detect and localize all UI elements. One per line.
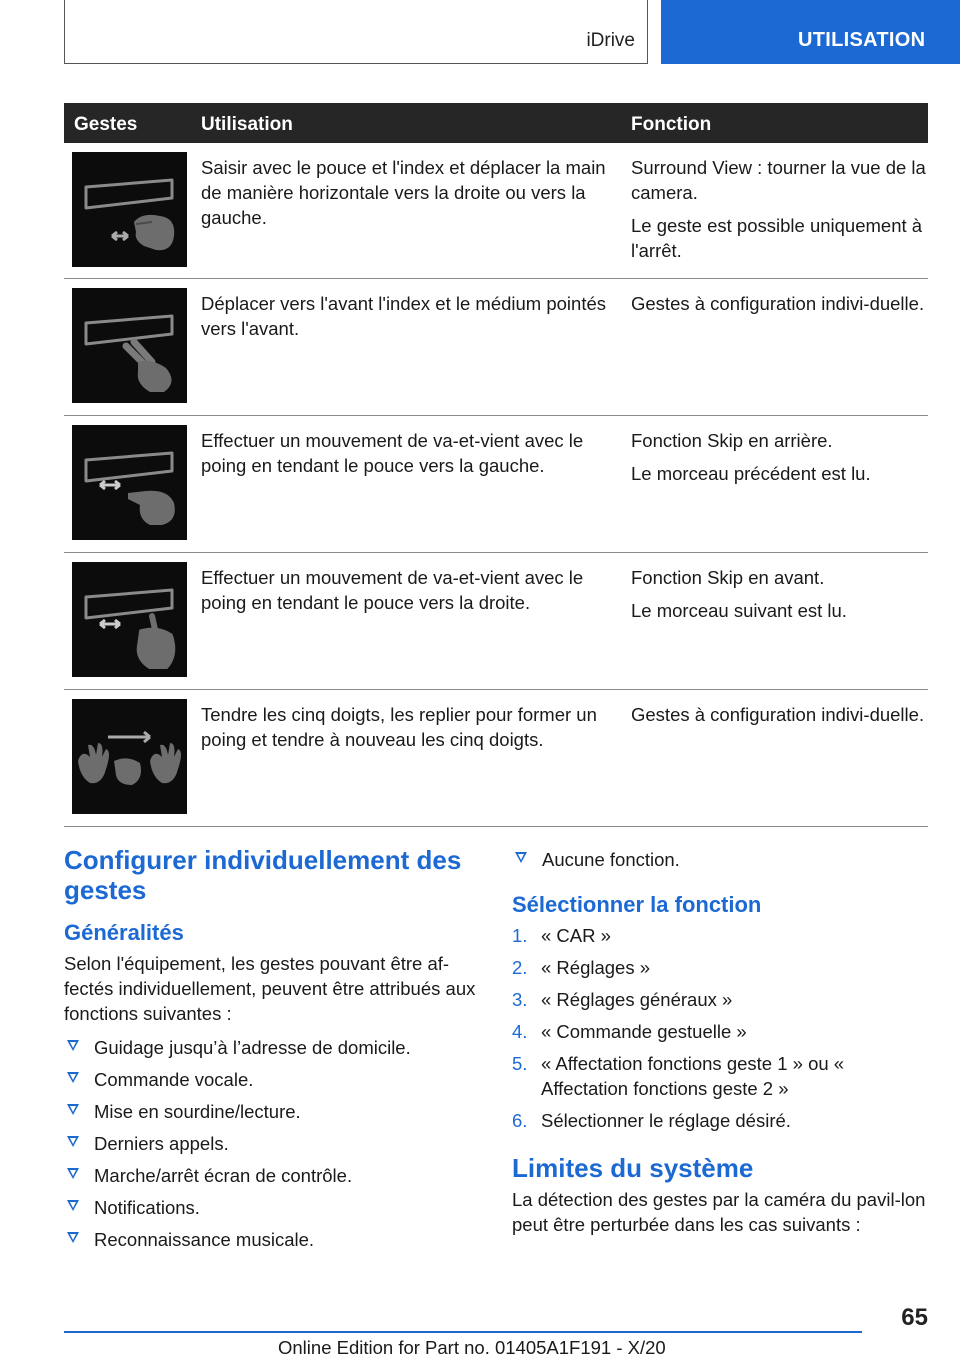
header-section-title: iDrive [586, 30, 635, 51]
list-item: Aucune fonction. [512, 847, 932, 872]
list-item: Reconnaissance musicale. [64, 1227, 484, 1252]
list-item: 3. « Réglages généraux » [512, 989, 733, 1010]
list-item: Commande vocale. [64, 1067, 484, 1092]
table-row [64, 143, 928, 279]
list-item: Guidage jusqu’à l’adresse de domicile. [64, 1035, 484, 1060]
list-item: 2. « Réglages » [512, 957, 651, 978]
table-row [64, 279, 928, 416]
list-item: 5. « Affectation fonctions geste 1 » ou « Affectation fonctions geste 2 » [512, 1053, 845, 1099]
header-chapter-tab [661, 0, 960, 64]
assignable-functions-list [64, 1035, 484, 1252]
footer-divider [64, 1331, 862, 1333]
bullet-triangle-icon [67, 1072, 79, 1083]
bullet-triangle-icon [67, 1168, 79, 1179]
function-line: Fonction Skip en arrière. [631, 430, 833, 451]
right-column [512, 847, 932, 1237]
list-item: Marche/arrêt écran de contrôle. [64, 1163, 484, 1188]
header-chapter-title: UTILISATION [798, 29, 926, 51]
bullet-triangle-icon [67, 1136, 79, 1147]
function-line: Gestes à configuration indivi-duelle. [631, 704, 925, 725]
gesture-image-two-finger-point [72, 288, 187, 403]
col-header-usage: Utilisation [201, 114, 293, 135]
usage-text: Tendre les cinq doigts, les replier pour former un poing et tendre à nouveau les cinq doigts. [201, 704, 597, 750]
gesture-image-thumb-right [72, 562, 187, 677]
bullet-triangle-icon [515, 852, 527, 863]
usage-text: Déplacer vers l'avant l'index et le médium pointés vers l'avant. [201, 293, 607, 339]
general-subtitle: Généralités [64, 920, 184, 945]
gesture-image-grab-swipe [72, 152, 187, 267]
configure-title: Configurer individuellement des gestes [64, 845, 462, 905]
select-function-title: Sélectionner la fonction [512, 892, 762, 917]
table-row [64, 553, 928, 690]
usage-text: Effectuer un mouvement de va-et-vient avec le poing en tendant le pouce vers la droite. [201, 567, 584, 613]
bullet-triangle-icon [67, 1104, 79, 1115]
col-header-function: Fonction [631, 114, 712, 135]
limits-text: La détection des gestes par la caméra du pavil-lon peut être perturbée dans les cas suivants : [512, 1189, 926, 1235]
list-item: Notifications. [64, 1195, 484, 1220]
function-line: Le morceau précédent est lu. [631, 463, 871, 484]
list-item: Mise en sourdine/lecture. [64, 1099, 484, 1124]
gesture-image-thumb-left [72, 425, 187, 540]
function-line: Le geste est possible uniquement à l'arrêt. [631, 215, 923, 261]
function-line: Gestes à configuration indivi-duelle. [631, 293, 925, 314]
bullet-triangle-icon [67, 1232, 79, 1243]
configure-section [64, 845, 484, 1259]
table-header [64, 103, 928, 143]
general-text: Selon l'équipement, les gestes pouvant être af-fectés individuellement, peuvent être attribués aux fonctions suivantes : [64, 953, 476, 1024]
function-text [631, 428, 926, 494]
assignable-functions-list-continued [512, 847, 932, 872]
usage-text: Saisir avec le pouce et l'index et déplacer la main de manière horizontale vers la droite ou vers la gauche. [201, 157, 606, 228]
bullet-triangle-icon [67, 1200, 79, 1211]
select-steps-list [512, 923, 932, 1133]
function-line: Fonction Skip en avant. [631, 567, 825, 588]
header-section-box [64, 0, 648, 64]
function-text [631, 291, 926, 324]
usage-text: Effectuer un mouvement de va-et-vient avec le poing en tendant le pouce vers la gauche. [201, 430, 584, 476]
list-item: 4. « Commande gestuelle » [512, 1021, 747, 1042]
function-line: Le morceau suivant est lu. [631, 600, 847, 621]
list-item: 6. Sélectionner le réglage désiré. [512, 1110, 791, 1131]
page-number: 65 [901, 1304, 928, 1331]
footer-edition: Online Edition for Part no. 01405A1F191 - X/20 [278, 1337, 666, 1358]
function-line: Surround View : tourner la vue de la camera. [631, 157, 926, 203]
col-header-gestures: Gestes [74, 114, 138, 135]
gesture-table [64, 103, 928, 827]
gesture-image-open-close-hand [72, 699, 187, 814]
list-item: Derniers appels. [64, 1131, 484, 1156]
limits-title: Limites du système [512, 1153, 754, 1183]
function-text [631, 702, 926, 735]
list-item: 1. « CAR » [512, 925, 611, 946]
function-text [631, 155, 926, 271]
bullet-triangle-icon [67, 1040, 79, 1051]
table-row [64, 416, 928, 553]
function-text [631, 565, 926, 631]
table-row [64, 690, 928, 827]
